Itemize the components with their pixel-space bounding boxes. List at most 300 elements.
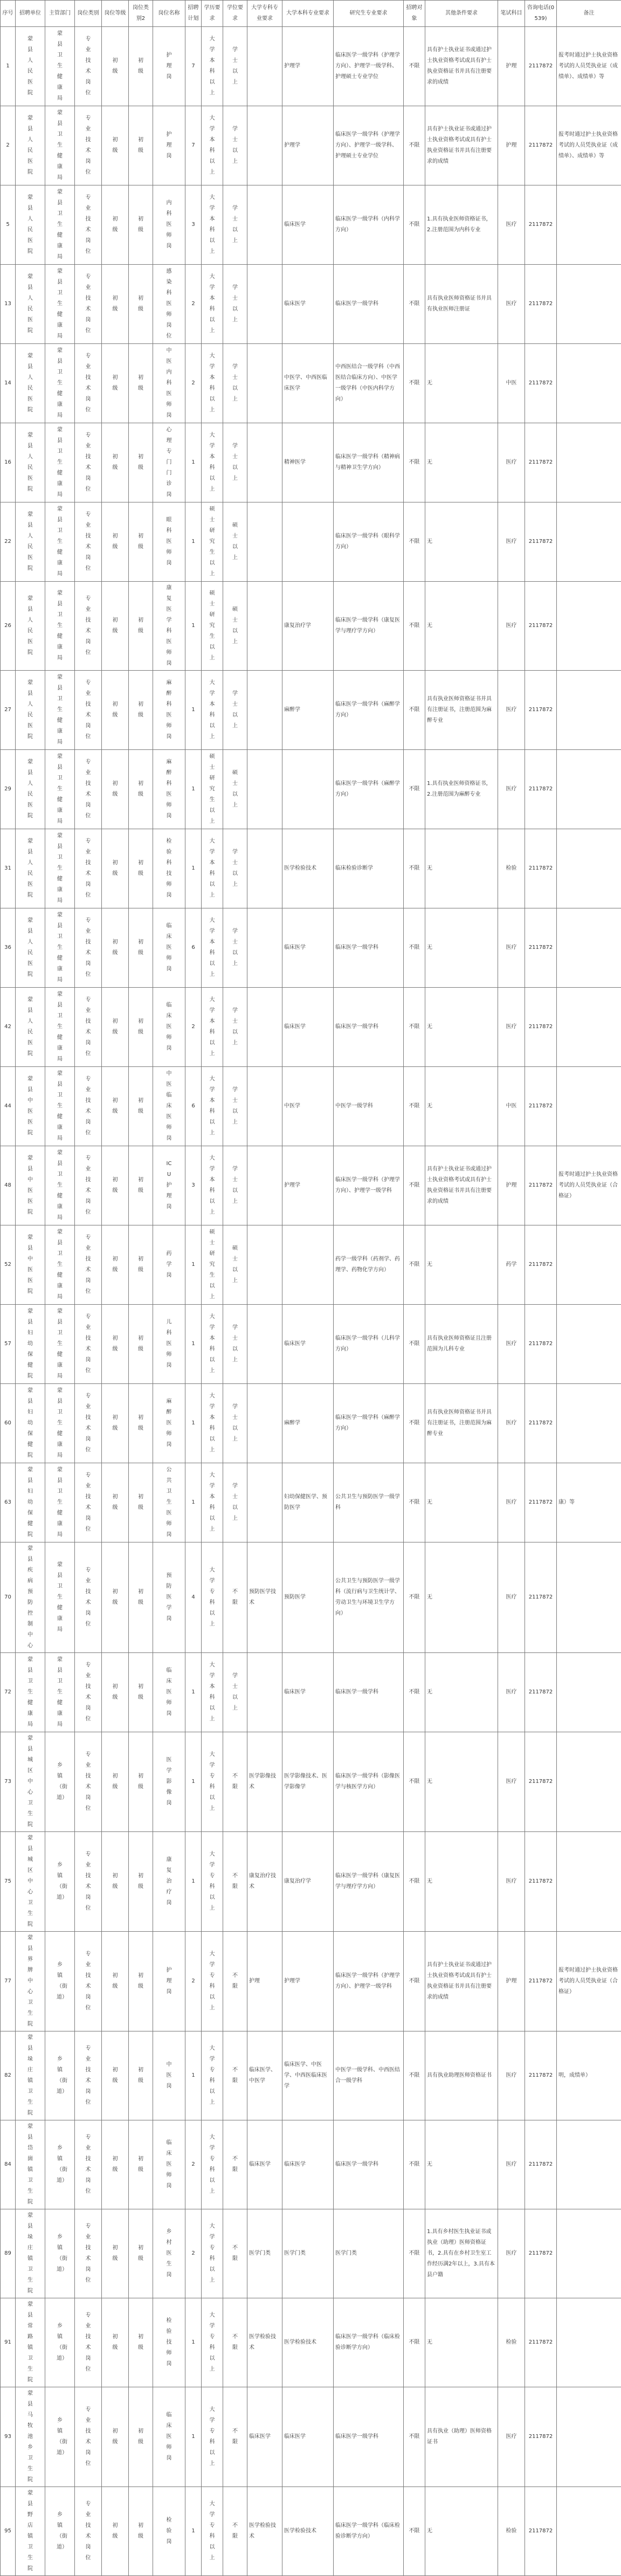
col-exam-cell bbox=[498, 582, 525, 671]
col-post-cell bbox=[153, 1932, 185, 2031]
col-phone-value: 2117872 bbox=[529, 1779, 553, 1785]
col-phone-cell bbox=[525, 750, 557, 829]
table-row bbox=[1, 829, 621, 908]
col-phone-value: 2117872 bbox=[529, 1103, 553, 1109]
col-graduate-major-cell bbox=[334, 1067, 404, 1146]
col-plan-cell bbox=[185, 988, 202, 1067]
col-other-conditions-cell bbox=[425, 582, 498, 671]
col-graduate-major-cell bbox=[334, 265, 404, 344]
col-post-value: 检验技师岗 bbox=[166, 2316, 172, 2370]
col-no-cell bbox=[1, 1067, 16, 1146]
col-category-value: 专业技术岗位 bbox=[85, 836, 92, 901]
col-degree-cell bbox=[223, 344, 247, 423]
col-education-cell bbox=[202, 344, 223, 423]
col-exam-header: 笔试科目 bbox=[498, 1, 525, 27]
col-remark-cell bbox=[557, 1932, 621, 2031]
col-exam-value: 医疗 bbox=[506, 1024, 517, 1030]
col-phone-cell bbox=[525, 423, 557, 502]
col-post-cell bbox=[153, 423, 185, 502]
col-plan-value: 1 bbox=[191, 786, 195, 792]
col-category-cell bbox=[75, 1225, 102, 1305]
col-plan-cell bbox=[185, 1067, 202, 1146]
col-category-cell bbox=[75, 2298, 102, 2387]
col-education-value: 硕士研究生以上 bbox=[209, 1227, 216, 1303]
col-bachelor-major-value: 护理学 bbox=[284, 63, 300, 69]
col-bachelor-major-value: 护理学 bbox=[284, 1182, 300, 1188]
col-degree-value: 不限 bbox=[232, 2426, 238, 2448]
col-degree-value: 不限 bbox=[232, 1771, 238, 1793]
col-college-major-value: 医学门类 bbox=[249, 2250, 271, 2256]
col-phone-cell bbox=[525, 582, 557, 671]
col-grade-value: 初级 bbox=[112, 2154, 119, 2175]
col-post-cell bbox=[153, 1225, 185, 1305]
col-post-value: 内科医师岗 bbox=[166, 198, 172, 252]
col-graduate-major-value: 公共卫生与预防医学一级学科（流行病与卫生统计学、劳动卫生与环境卫生学方向） bbox=[335, 1578, 400, 1616]
col-dept-cell bbox=[45, 502, 75, 582]
col-no-value: 75 bbox=[4, 1878, 11, 1884]
col-college-major-value: 医学影像技术 bbox=[249, 1773, 276, 1790]
col-category-value: 专业技术岗位 bbox=[85, 192, 92, 257]
col-target-value: 不限 bbox=[409, 2250, 420, 2256]
col-education-value: 大学专科以上 bbox=[209, 1949, 216, 2014]
col-post-value: 眼科医师岗 bbox=[166, 515, 172, 569]
col-remark-value: 康）等 bbox=[558, 1499, 575, 1505]
col-exam-value: 护理 bbox=[506, 63, 517, 69]
col-unit-value: 蒙县妇幼保健院 bbox=[27, 1386, 33, 1461]
col-category-value: 专业技术岗位 bbox=[85, 34, 92, 99]
col-bachelor-major-cell bbox=[282, 829, 334, 908]
table-row bbox=[1, 2209, 621, 2298]
col-degree-cell bbox=[223, 2387, 247, 2487]
col-no-value: 95 bbox=[4, 2528, 11, 2534]
col-target-value: 不限 bbox=[409, 63, 420, 69]
col-exam-value: 医疗 bbox=[506, 301, 517, 307]
col-remark-cell bbox=[557, 988, 621, 1067]
col-education-cell bbox=[202, 988, 223, 1067]
col-bachelor-major-value: 临床医学 bbox=[284, 1689, 306, 1695]
col-unit-value: 蒙县人民医院 bbox=[27, 995, 33, 1059]
col-category-value: 专业技术岗位 bbox=[85, 1391, 92, 1456]
col-unit-value: 蒙县中医医院 bbox=[27, 1074, 33, 1139]
col-dept-value: 蒙县卫生健康局 bbox=[57, 346, 63, 421]
col-other-conditions-cell bbox=[425, 1463, 498, 1542]
col-phone-value: 2117872 bbox=[529, 1594, 553, 1600]
col-kind-cell bbox=[129, 185, 153, 265]
col-no-cell bbox=[1, 1305, 16, 1384]
col-dept-cell bbox=[45, 1305, 75, 1384]
col-graduate-major-value: 临床医学一级学科（康复医学与理疗学方向） bbox=[335, 1873, 400, 1890]
col-phone-value: 2117872 bbox=[529, 63, 553, 69]
col-dept-value: 乡镇（街道） bbox=[57, 2321, 63, 2364]
col-exam-value: 医疗 bbox=[506, 1689, 517, 1695]
col-kind-value: 初级 bbox=[137, 214, 144, 236]
col-phone-cell bbox=[525, 27, 557, 106]
col-kind-value: 初级 bbox=[137, 699, 144, 721]
col-degree-value: 学士以上 bbox=[232, 1481, 238, 1524]
col-bachelor-major-header: 大学本科专业要求 bbox=[282, 1, 334, 27]
col-bachelor-major-cell bbox=[282, 908, 334, 988]
table-row bbox=[1, 1542, 621, 1653]
col-bachelor-major-value: 临床医学 bbox=[284, 945, 306, 950]
col-graduate-major-cell bbox=[334, 582, 404, 671]
col-bachelor-major-value: 麻醉学 bbox=[284, 707, 300, 713]
col-post-cell bbox=[153, 2298, 185, 2387]
col-plan-cell bbox=[185, 2031, 202, 2120]
col-plan-cell bbox=[185, 27, 202, 106]
col-post-cell bbox=[153, 2487, 185, 2576]
col-phone-cell bbox=[525, 1932, 557, 2031]
col-grade-value: 初级 bbox=[112, 1096, 119, 1117]
col-grade-value: 初级 bbox=[112, 2520, 119, 2542]
table-row bbox=[1, 106, 621, 185]
col-phone-value: 2117872 bbox=[529, 539, 553, 545]
col-bachelor-major-value: 临床医学 bbox=[284, 2434, 306, 2440]
col-other-conditions-value: 具有执业医师资格证书并具有注册证书，注册范围为麻醉专业 bbox=[427, 696, 492, 724]
col-post-cell bbox=[153, 185, 185, 265]
col-graduate-major-cell bbox=[334, 2120, 404, 2209]
col-bachelor-major-value: 康复治疗学 bbox=[284, 623, 311, 629]
col-other-conditions-value: 无 bbox=[427, 623, 432, 629]
col-graduate-major-value: 临床医学一级学科（护理学方向）、护理学一级学科、护理硕士专业学位 bbox=[335, 52, 400, 80]
col-no-cell bbox=[1, 423, 16, 502]
col-exam-cell bbox=[498, 344, 525, 423]
col-unit-cell bbox=[16, 750, 45, 829]
col-exam-value: 检验 bbox=[506, 2528, 517, 2534]
col-grade-cell bbox=[102, 1832, 129, 1932]
col-grade-cell bbox=[102, 106, 129, 185]
col-post-cell bbox=[153, 2209, 185, 2298]
col-bachelor-major-value: 预防医学 bbox=[284, 1594, 306, 1600]
col-phone-cell bbox=[525, 1146, 557, 1225]
col-graduate-major-value: 临床医学一级学科（临床检验诊断学方向） bbox=[335, 2523, 400, 2539]
col-other-conditions-value: 1.具有执业医师资格证书，2.注册范围为麻醉专业 bbox=[427, 781, 492, 797]
col-phone-cell bbox=[525, 1067, 557, 1146]
col-remark-cell bbox=[557, 671, 621, 750]
col-bachelor-major-cell bbox=[282, 2209, 334, 2298]
col-other-conditions-value: 无 bbox=[427, 1024, 432, 1030]
col-category-value: 专业技术岗位 bbox=[85, 1470, 92, 1535]
col-kind-cell bbox=[129, 423, 153, 502]
col-dept-cell bbox=[45, 2387, 75, 2487]
col-dept-value: 蒙县卫生健康局 bbox=[57, 1227, 63, 1303]
col-graduate-major-cell bbox=[334, 908, 404, 988]
col-plan-value: 7 bbox=[191, 142, 195, 148]
col-unit-cell bbox=[16, 1732, 45, 1832]
col-post-header: 岗位名称 bbox=[153, 1, 185, 27]
col-no-cell bbox=[1, 1542, 16, 1653]
col-other-conditions-value: 无 bbox=[427, 459, 432, 465]
col-remark-value: 报考时通过护士执业资格考试的人员凭执业证（合格证） bbox=[558, 1172, 618, 1199]
col-grade-value: 初级 bbox=[112, 293, 119, 315]
col-target-value: 不限 bbox=[409, 1182, 420, 1188]
col-exam-value: 护理 bbox=[506, 1182, 517, 1188]
col-no-cell bbox=[1, 988, 16, 1067]
col-category-cell bbox=[75, 1384, 102, 1463]
col-exam-cell bbox=[498, 2387, 525, 2487]
col-education-cell bbox=[202, 1653, 223, 1732]
col-kind-cell bbox=[129, 988, 153, 1067]
col-dept-value: 乡镇（街道） bbox=[57, 1760, 63, 1803]
col-other-conditions-cell bbox=[425, 1225, 498, 1305]
col-post-value: 临床医师岗 bbox=[166, 2138, 172, 2192]
col-post-cell bbox=[153, 2387, 185, 2487]
col-kind-cell bbox=[129, 2387, 153, 2487]
col-grade-value: 初级 bbox=[112, 531, 119, 553]
col-graduate-major-value: 医学门类 bbox=[335, 2250, 357, 2256]
col-no-value: 1 bbox=[6, 63, 9, 69]
col-dept-value: 乡镇（街道） bbox=[57, 2510, 63, 2553]
col-degree-cell bbox=[223, 2487, 247, 2576]
col-phone-value: 2117872 bbox=[529, 2528, 553, 2534]
col-grade-cell bbox=[102, 750, 129, 829]
col-exam-cell bbox=[498, 2298, 525, 2387]
col-bachelor-major-cell bbox=[282, 1146, 334, 1225]
col-exam-cell bbox=[498, 2209, 525, 2298]
col-grade-cell bbox=[102, 1542, 129, 1653]
col-plan-value: 1 bbox=[191, 1779, 195, 1785]
col-degree-value: 学士以上 bbox=[232, 283, 238, 326]
col-category-value: 专业技术岗位 bbox=[85, 2221, 92, 2286]
col-bachelor-major-cell bbox=[282, 2120, 334, 2209]
col-exam-cell bbox=[498, 1653, 525, 1732]
col-remark-cell bbox=[557, 1463, 621, 1542]
col-unit-cell bbox=[16, 908, 45, 988]
col-target-cell bbox=[404, 1653, 425, 1732]
col-other-conditions-cell bbox=[425, 2209, 498, 2298]
table-row bbox=[1, 1832, 621, 1932]
col-unit-cell bbox=[16, 344, 45, 423]
col-graduate-major-value: 临床医学一级学科（麻醉学方向） bbox=[335, 701, 400, 718]
col-no-value: 5 bbox=[6, 222, 9, 228]
col-degree-cell bbox=[223, 671, 247, 750]
col-dept-value: 蒙县卫生健康局 bbox=[57, 1465, 63, 1540]
col-category-value: 专业技术岗位 bbox=[85, 2043, 92, 2108]
col-degree-value: 学士以上 bbox=[232, 441, 238, 484]
col-other-conditions-cell bbox=[425, 2031, 498, 2120]
col-unit-value: 蒙县人民医院 bbox=[27, 757, 33, 822]
col-dept-cell bbox=[45, 908, 75, 988]
col-college-major-cell bbox=[247, 1305, 282, 1384]
col-kind-value: 初级 bbox=[137, 615, 144, 637]
col-no-value: 13 bbox=[4, 301, 11, 307]
col-target-value: 不限 bbox=[409, 2339, 420, 2345]
col-target-value: 不限 bbox=[409, 1779, 420, 1785]
col-dept-value: 蒙县卫生健康局 bbox=[57, 672, 63, 748]
col-no-value: 72 bbox=[4, 1689, 11, 1695]
col-degree-cell bbox=[223, 2120, 247, 2209]
col-plan-cell bbox=[185, 185, 202, 265]
col-exam-value: 医疗 bbox=[506, 539, 517, 545]
col-post-cell bbox=[153, 1542, 185, 1653]
col-graduate-major-cell bbox=[334, 829, 404, 908]
col-plan-value: 1 bbox=[191, 707, 195, 713]
col-college-major-value: 医学检验技术 bbox=[249, 2334, 276, 2351]
col-bachelor-major-cell bbox=[282, 671, 334, 750]
col-graduate-major-value: 临床医学一级学科（康复医学与理疗学方向） bbox=[335, 617, 400, 634]
col-target-cell bbox=[404, 582, 425, 671]
col-category-header: 岗位类别 bbox=[75, 1, 102, 27]
col-remark-cell bbox=[557, 1225, 621, 1305]
col-post-value: 临床医师岗 bbox=[166, 1000, 172, 1054]
col-kind-cell bbox=[129, 582, 153, 671]
col-target-value: 不限 bbox=[409, 222, 420, 228]
col-exam-cell bbox=[498, 1463, 525, 1542]
col-education-value: 硕士研究生以上 bbox=[209, 588, 216, 664]
col-category-cell bbox=[75, 1542, 102, 1653]
col-post-value: 检验科技师岗 bbox=[166, 836, 172, 901]
col-category-cell bbox=[75, 1463, 102, 1542]
col-college-major-cell bbox=[247, 2298, 282, 2387]
col-no-cell bbox=[1, 265, 16, 344]
col-dept-cell bbox=[45, 988, 75, 1067]
col-phone-cell bbox=[525, 185, 557, 265]
col-target-value: 不限 bbox=[409, 1341, 420, 1347]
table-row bbox=[1, 908, 621, 988]
col-unit-cell bbox=[16, 502, 45, 582]
col-other-conditions-value: 具有执业（助理）医师资格证书 bbox=[427, 2428, 492, 2445]
col-grade-value: 初级 bbox=[112, 2065, 119, 2086]
col-bachelor-major-value: 中医学 bbox=[284, 1103, 300, 1109]
col-dept-cell bbox=[45, 1463, 75, 1542]
col-post-value: 医学影像岗 bbox=[166, 1755, 172, 1809]
col-post-value: 临床医师岗 bbox=[166, 1665, 172, 1719]
col-phone-cell bbox=[525, 265, 557, 344]
col-college-major-cell bbox=[247, 2387, 282, 2487]
col-phone-value: 2117872 bbox=[529, 459, 553, 465]
col-plan-value: 1 bbox=[191, 2434, 195, 2440]
col-target-value: 不限 bbox=[409, 539, 420, 545]
col-degree-value: 不限 bbox=[232, 2332, 238, 2353]
col-plan-cell bbox=[185, 1653, 202, 1732]
col-no-cell bbox=[1, 829, 16, 908]
col-college-major-cell bbox=[247, 1932, 282, 2031]
col-other-conditions-value: 无 bbox=[427, 2161, 432, 2167]
col-unit-value: 蒙县人民医院 bbox=[27, 113, 33, 178]
col-dept-cell bbox=[45, 2298, 75, 2387]
col-remark-cell bbox=[557, 1305, 621, 1384]
col-plan-cell bbox=[185, 750, 202, 829]
col-graduate-major-cell bbox=[334, 2298, 404, 2387]
col-degree-cell bbox=[223, 2298, 247, 2387]
col-target-value: 不限 bbox=[409, 1024, 420, 1030]
col-remark-cell bbox=[557, 2120, 621, 2209]
col-no-value: 2 bbox=[6, 142, 9, 148]
col-category-cell bbox=[75, 185, 102, 265]
col-plan-cell bbox=[185, 1384, 202, 1463]
col-dept-cell bbox=[45, 1067, 75, 1146]
col-bachelor-major-cell bbox=[282, 2298, 334, 2387]
col-grade-cell bbox=[102, 344, 129, 423]
col-college-major-cell bbox=[247, 1225, 282, 1305]
col-dept-cell bbox=[45, 423, 75, 502]
col-unit-cell bbox=[16, 1932, 45, 2031]
col-grade-value: 初级 bbox=[112, 373, 119, 394]
col-exam-value: 医疗 bbox=[506, 945, 517, 950]
col-unit-value: 蒙县卫生健康局 bbox=[27, 1655, 33, 1730]
col-other-conditions-cell bbox=[425, 106, 498, 185]
col-degree-cell bbox=[223, 1732, 247, 1832]
col-exam-cell bbox=[498, 1305, 525, 1384]
col-kind-cell bbox=[129, 1932, 153, 2031]
col-education-header: 学历要求 bbox=[202, 1, 223, 27]
col-other-conditions-value: 具有执业医师资格证且注册范围为儿科专业 bbox=[427, 1335, 492, 1352]
col-category-value: 专业技术岗位 bbox=[85, 678, 92, 742]
col-graduate-major-header: 研究生专业要求 bbox=[334, 1, 404, 27]
col-exam-cell bbox=[498, 1932, 525, 2031]
col-degree-value: 学士以上 bbox=[232, 1323, 238, 1366]
col-college-major-cell bbox=[247, 2487, 282, 2576]
col-grade-cell bbox=[102, 2298, 129, 2387]
col-grade-value: 初级 bbox=[112, 2332, 119, 2353]
col-graduate-major-value: 临床医学一级学科（内科学方向） bbox=[335, 216, 400, 233]
col-grade-value: 初级 bbox=[112, 1254, 119, 1276]
col-grade-value: 初级 bbox=[112, 615, 119, 637]
col-phone-cell bbox=[525, 344, 557, 423]
col-remark-cell bbox=[557, 265, 621, 344]
col-unit-header: 招聘单位 bbox=[16, 1, 45, 27]
col-kind-value: 初级 bbox=[137, 1871, 144, 1892]
col-target-cell bbox=[404, 1832, 425, 1932]
col-exam-value: 医疗 bbox=[506, 1341, 517, 1347]
col-grade-value: 初级 bbox=[112, 452, 119, 473]
col-graduate-major-cell bbox=[334, 1542, 404, 1653]
col-phone-cell bbox=[525, 988, 557, 1067]
col-unit-cell bbox=[16, 671, 45, 750]
col-graduate-major-value: 临床医学一级学科（儿科学方向） bbox=[335, 1335, 400, 1352]
col-other-conditions-value: 无 bbox=[427, 1878, 432, 1884]
col-degree-cell bbox=[223, 1832, 247, 1932]
col-unit-value: 蒙县妇幼保健院 bbox=[27, 1306, 33, 1382]
col-post-cell bbox=[153, 1463, 185, 1542]
col-bachelor-major-cell bbox=[282, 1932, 334, 2031]
col-college-major-cell bbox=[247, 1463, 282, 1542]
col-target-cell bbox=[404, 27, 425, 106]
col-education-cell bbox=[202, 2298, 223, 2387]
col-phone-value: 2117872 bbox=[529, 1024, 553, 1030]
col-unit-value: 蒙县人民医院 bbox=[27, 915, 33, 980]
col-plan-cell bbox=[185, 829, 202, 908]
col-exam-value: 医疗 bbox=[506, 2072, 517, 2078]
col-target-cell bbox=[404, 2209, 425, 2298]
col-target-cell bbox=[404, 988, 425, 1067]
col-education-cell bbox=[202, 1463, 223, 1542]
col-education-cell bbox=[202, 27, 223, 106]
col-phone-value: 2117872 bbox=[529, 142, 553, 148]
col-degree-cell bbox=[223, 908, 247, 988]
col-other-conditions-cell bbox=[425, 829, 498, 908]
col-no-cell bbox=[1, 2209, 16, 2298]
col-kind-cell bbox=[129, 1146, 153, 1225]
col-kind-header: 岗位类别2 bbox=[129, 1, 153, 27]
col-degree-cell bbox=[223, 1932, 247, 2031]
col-plan-value: 1 bbox=[191, 539, 195, 545]
col-exam-value: 医疗 bbox=[506, 623, 517, 629]
col-unit-value: 蒙县马牧池乡卫生院 bbox=[27, 2388, 33, 2485]
col-dept-cell bbox=[45, 582, 75, 671]
col-degree-value: 学士以上 bbox=[232, 926, 238, 969]
col-plan-value: 2 bbox=[191, 2250, 195, 2256]
col-kind-value: 初级 bbox=[137, 373, 144, 394]
col-college-major-value: 临床医学 bbox=[249, 2434, 271, 2440]
col-unit-cell bbox=[16, 1067, 45, 1146]
col-degree-value: 硕士以上 bbox=[232, 520, 238, 563]
col-exam-value: 医疗 bbox=[506, 1499, 517, 1505]
col-grade-cell bbox=[102, 1384, 129, 1463]
col-plan-value: 1 bbox=[191, 865, 195, 871]
col-target-value: 不限 bbox=[409, 786, 420, 792]
col-college-major-value: 康复治疗技术 bbox=[249, 1873, 276, 1890]
col-plan-cell bbox=[185, 2387, 202, 2487]
